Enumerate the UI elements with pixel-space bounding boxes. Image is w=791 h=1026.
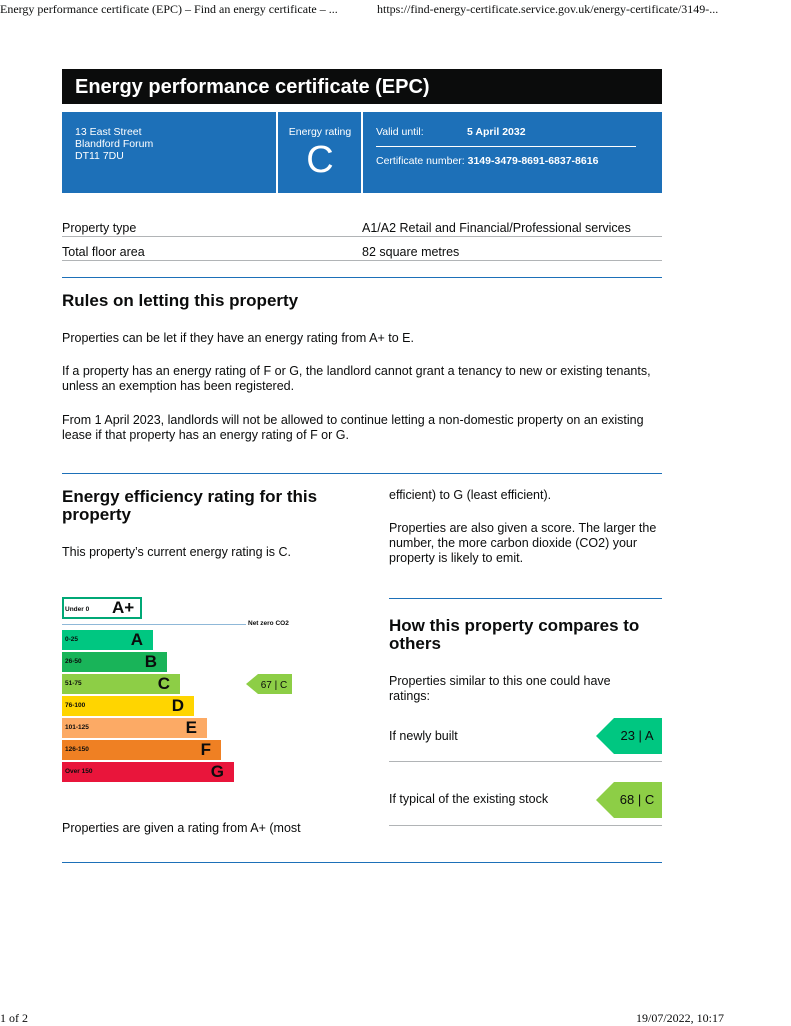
rules-paragraph: If a property has an energy rating of F or G, the landlord cannot grant a tenancy to new or existing tenants, unless an exemption has been registered. — [62, 364, 651, 393]
band-letter: F — [200, 740, 211, 759]
compare-heading: How this property compares to others — [389, 616, 640, 653]
compare-label: If typical of the existing stock — [389, 792, 549, 806]
compare-arrow-existing — [596, 782, 662, 818]
floor-area-value: 82 square metres — [362, 245, 460, 259]
band-g — [62, 762, 234, 782]
property-address — [75, 126, 153, 162]
net-zero-line — [62, 624, 246, 625]
band-range: Under 0 — [65, 606, 90, 613]
compare-arrow-new — [596, 718, 662, 754]
compare-rating-label: 68 | C — [619, 792, 655, 807]
floor-area-row — [62, 245, 662, 261]
certificate-number-label: Certificate number: — [376, 155, 465, 167]
band-range: 0-25 — [65, 636, 79, 643]
print-page-title: Energy performance certificate (EPC) – Find an energy certificate – ... — [0, 2, 338, 16]
band-range: Over 150 — [65, 768, 93, 775]
band-range: 51-75 — [65, 680, 82, 687]
band-letter: D — [171, 696, 184, 715]
band-a-plus — [62, 597, 142, 619]
page-title-bar — [62, 69, 662, 104]
band-letter: B — [144, 652, 157, 671]
compare-intro: Properties similar to this one could have ratings: — [389, 674, 611, 703]
efficiency-heading: Energy efficiency rating for this property — [62, 487, 318, 524]
property-type-key: Property type — [62, 221, 137, 235]
print-page-indicator: 1 of 2 — [0, 1011, 28, 1025]
page-title: Energy performance certificate (EPC) — [75, 76, 430, 98]
compare-label: If newly built — [389, 729, 458, 743]
band-letter: G — [210, 762, 224, 781]
rating-explanation-end: efficient) to G (least efficient). — [389, 488, 552, 502]
energy-rating-label: Energy rating — [288, 126, 352, 138]
address-line: DT11 7DU — [75, 150, 124, 162]
band-a — [62, 630, 153, 650]
band-letter: A+ — [112, 598, 135, 617]
print-url: https://find-energy-certificate.service.gov.uk/energy-certificate/3149-... — [377, 2, 719, 16]
print-timestamp: 19/07/2022, 10:17 — [636, 1011, 725, 1025]
rules-paragraph: Properties can be let if they have an energy rating from A+ to E. — [62, 331, 414, 345]
band-range: 26-50 — [65, 658, 82, 665]
address-line: 13 East Street — [75, 126, 142, 138]
current-rating-label: 67 | C — [260, 680, 288, 691]
current-rating-text: This property’s current energy rating is C. — [62, 545, 292, 559]
summary-separator — [361, 112, 363, 193]
certificate-number-row — [376, 155, 598, 167]
band-e — [62, 718, 207, 738]
certificate-number-value: 3149-3479-8691-6837-8616 — [467, 155, 599, 167]
summary-rule — [376, 146, 636, 147]
band-letter: C — [157, 674, 170, 693]
current-rating-arrow — [246, 674, 292, 694]
band-range: 101-125 — [65, 724, 89, 731]
energy-rating-chart — [62, 597, 302, 787]
rules-paragraph: From 1 April 2023, landlords will not be allowed to continue letting a non-domestic property on an existing lease if that property has an energy rating of F or G. — [62, 413, 644, 442]
band-range: 126-150 — [65, 746, 89, 753]
section-divider — [62, 277, 662, 278]
band-f — [62, 740, 221, 760]
band-letter: A — [130, 630, 143, 649]
band-letter: E — [185, 718, 197, 737]
certificate-summary — [62, 112, 662, 193]
section-divider — [62, 862, 662, 863]
valid-until-label: Valid until: — [376, 126, 424, 138]
rating-explanation-start: Properties are given a rating from A+ (most — [62, 821, 301, 835]
energy-rating-letter: C — [306, 139, 334, 181]
band-b — [62, 652, 167, 672]
property-type-value: A1/A2 Retail and Financial/Professional services — [362, 221, 631, 235]
property-type-row — [62, 221, 662, 237]
net-zero-label: Net zero CO2 — [248, 620, 289, 627]
band-c — [62, 674, 180, 694]
band-range: 76-100 — [65, 702, 86, 709]
rules-heading: Rules on letting this property — [62, 291, 299, 310]
band-d — [62, 696, 194, 716]
compare-rating-label: 23 | A — [620, 728, 654, 743]
score-explanation: Properties are also given a score. The larger the number, the more carbon dioxide (CO2) your property is likely to emit. — [389, 521, 657, 565]
floor-area-key: Total floor area — [62, 245, 145, 259]
valid-until-value: 5 April 2032 — [467, 126, 526, 138]
section-divider — [62, 473, 662, 474]
section-divider — [389, 598, 662, 599]
address-line: Blandford Forum — [75, 138, 154, 150]
